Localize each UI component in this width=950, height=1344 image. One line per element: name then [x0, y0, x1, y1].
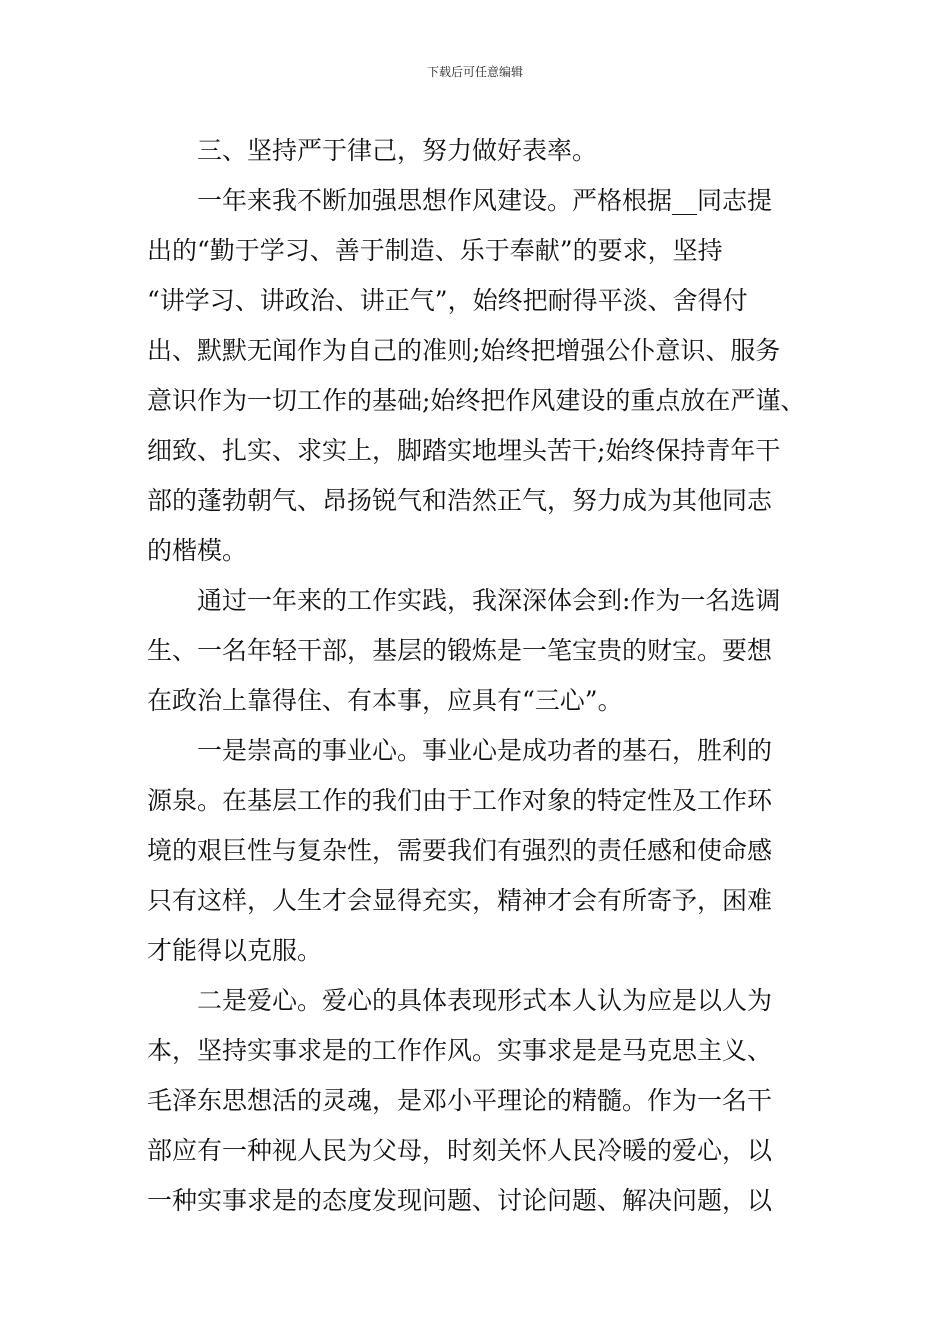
paragraph-line: 通过一年来的工作实践，我深深体会到:作为一名选调 [197, 586, 781, 615]
body-text [147, 126, 827, 1226]
paragraph-line: 意识作为一切工作的基础;始终把作风建设的重点放在严谨、 [147, 386, 806, 415]
paragraph-line: 本，坚持实事求是的工作作风。实事求是是马克思主义、 [147, 1036, 773, 1065]
paragraph-line: 部的蓬勃朝气、昂扬锐气和浩然正气，努力成为其他同志 [147, 486, 773, 515]
paragraph-line: 只有这样，人生才会显得充实，精神才会有所寄予，困难 [147, 886, 773, 915]
paragraph-line: 在政治上靠得住、有本事，应具有“三心”。 [147, 686, 623, 715]
paragraph-line: 一年来我不断加强思想作风建设。严格根据__同志提 [197, 186, 773, 215]
paragraph-line: 境的艰巨性与复杂性，需要我们有强烈的责任感和使命感 [147, 836, 773, 865]
paragraph-line: 毛泽东思想活的灵魂，是邓小平理论的精髓。作为一名干 [147, 1086, 773, 1115]
paragraph-line: 一是崇高的事业心。事业心是成功者的基石，胜利的 [197, 736, 773, 765]
paragraph-line: “讲学习、讲政治、讲正气”，始终把耐得平淡、舍得付 [147, 286, 748, 315]
paragraph-line: 出、默默无闻作为自己的准则;始终把增强公仆意识、服务 [147, 336, 781, 365]
section-heading: 三、坚持严于律己，努力做好表率。 [197, 136, 598, 165]
page-header: 下载后可任意编辑 [426, 65, 523, 79]
paragraph-line: 的楷模。 [147, 536, 248, 565]
paragraph-line: 细致、扎实、求实上，脚踏实地埋头苦干;始终保持青年干 [147, 436, 781, 465]
paragraph-line: 一种实事求是的态度发现问题、讨论问题、解决问题，以 [147, 1186, 773, 1215]
paragraph-line: 才能得以克服。 [147, 936, 323, 965]
paragraph-line: 二是爱心。爱心的具体表现形式本人认为应是以人为 [197, 986, 773, 1015]
paragraph-line: 源泉。在基层工作的我们由于工作对象的特定性及工作环 [147, 786, 773, 815]
paragraph-line: 出的“勤于学习、善于制造、乐于奉献”的要求，坚持 [147, 236, 723, 265]
paragraph-line: 部应有一种视人民为父母，时刻关怀人民冷暖的爱心，以 [147, 1136, 773, 1165]
paragraph-line: 生、一名年轻干部，基层的锻炼是一笔宝贵的财宝。要想 [147, 636, 773, 665]
